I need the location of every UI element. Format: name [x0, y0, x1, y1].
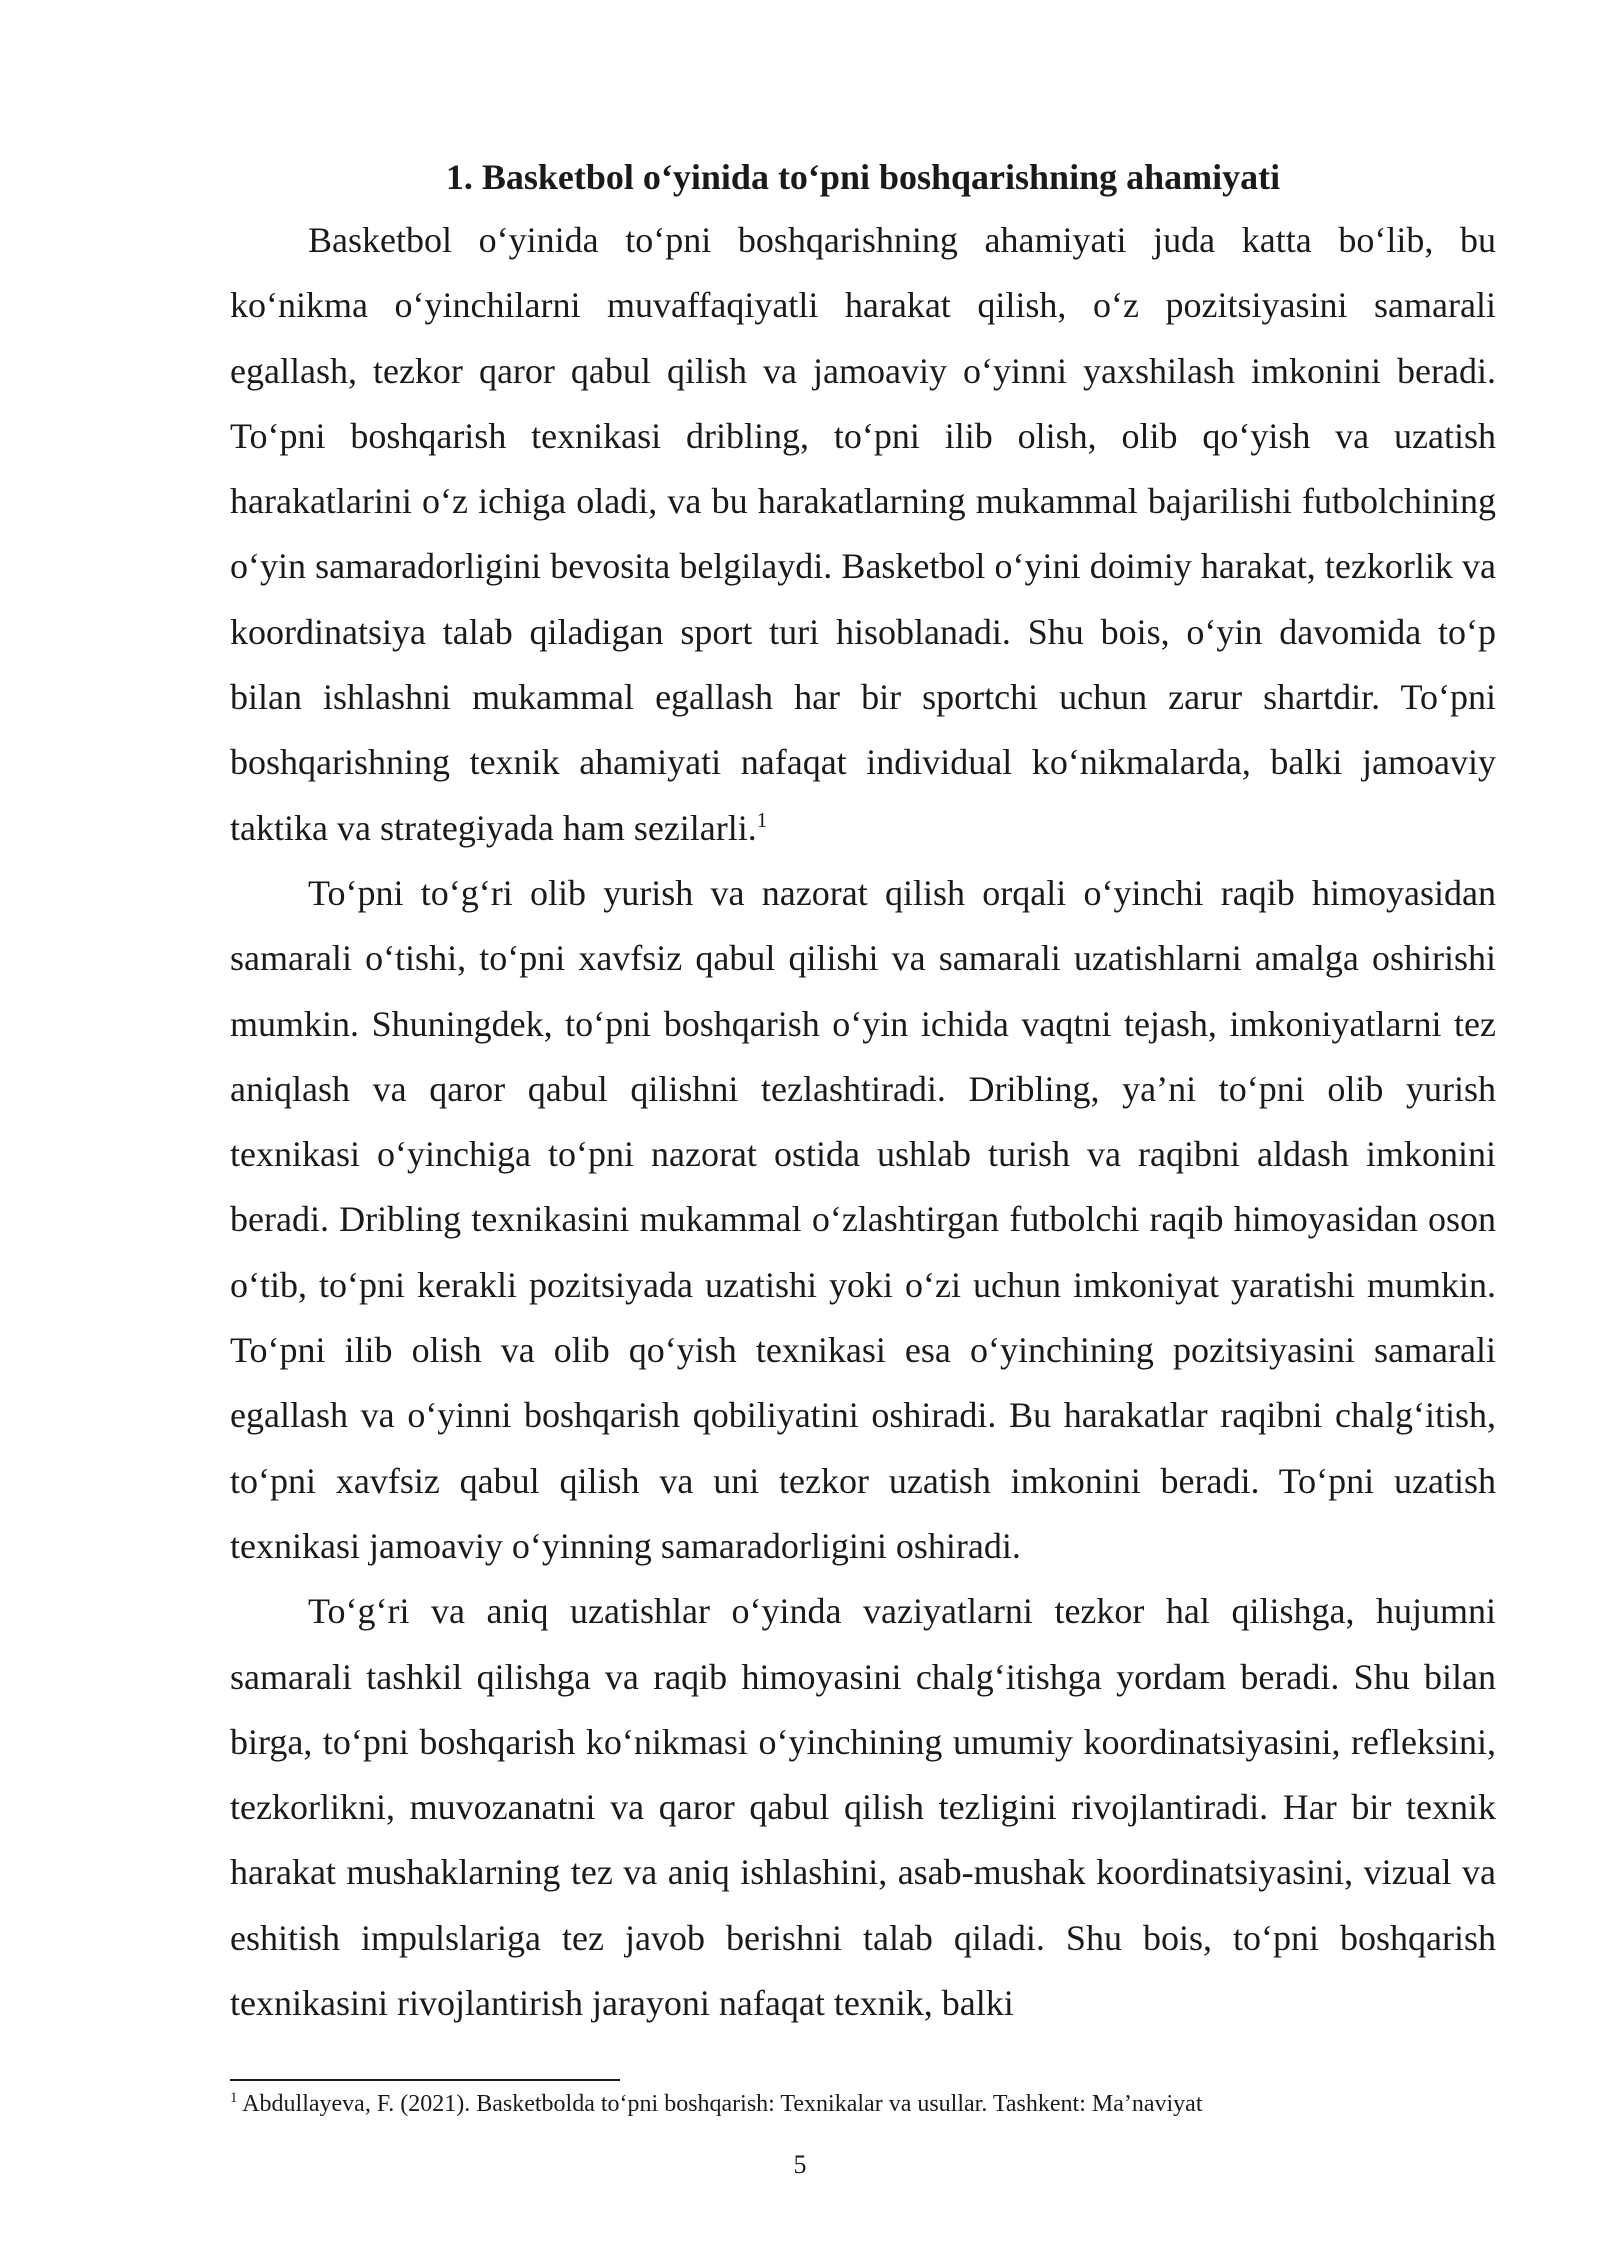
footnote-marker: 1 — [230, 2090, 238, 2106]
paragraph-text: To‘g‘ri va aniq uzatishlar o‘yinda vaziyatlarni tezkor hal qilishga, hujumni samarali tashkil qilishga va raqib himoyasini chalg‘itishga yordam beradi. Shu bilan birga, to‘pni boshqarish ko‘nikmasi o‘yinchining umumiy koordinatsiyasini, refleksini, tezkorlikni, muvozanatni va qaror qabul qilish tezligini rivojlantiradi. Har bir texnik harakat mushaklarning tez va aniq ishlashini, asab-mushak koordinatsiyasini, vizual va eshitish impulslariga tez javob berishni talab qiladi. Shu bois, to‘pni boshqarish texnikasini rivojlantirish jarayoni nafaqat texnik, balki — [230, 1591, 1496, 2024]
footnote-separator — [230, 2079, 620, 2081]
footnote — [230, 2087, 1496, 2121]
paragraph — [230, 208, 1496, 861]
footnote-text: Abdullayeva, F. (2021). Basketbolda to‘pni boshqarish: Texnikalar va usullar. Tashkent: Ma’naviyat — [242, 2091, 1203, 2117]
paragraph — [230, 861, 1496, 1579]
paragraph — [230, 1579, 1496, 2036]
body-text — [230, 208, 1496, 2036]
paragraph-text: To‘pni to‘g‘ri olib yurish va nazorat qilish orqali o‘yinchi raqib himoyasidan samarali o‘tishi, to‘pni xavfsiz qabul qilishi va samarali uzatishlarni amalga oshirishi mumkin. Shuningdek, to‘pni boshqarish o‘yin ichida vaqtni tejash, imkoniyatlarni tez aniqlash va qaror qabul qilishni tezlashtiradi. Dribling, ya’ni to‘pni olib yurish texnikasi o‘yinchiga to‘pni nazorat ostida ushlab turish va raqibni aldash imkonini beradi. Dribling texnikasini mukammal o‘zlashtirgan futbolchi raqib himoyasidan oson o‘tib, to‘pni kerakli pozitsiyada uzatishi yoki o‘zi uchun imkoniyat yaratishi mumkin. To‘pni ilib olish va olib qo‘yish texnikasi esa o‘yinchining pozitsiyasini samarali egallash va o‘yinni boshqarish qobiliyatini oshiradi. Bu harakatlar raqibni chalg‘itish, to‘pni xavfsiz qabul qilish va uni tezkor uzatish imkonini beradi. To‘pni uzatish texnikasi jamoaviy o‘yinning samaradorligini oshiradi. — [230, 872, 1496, 1566]
footnote-reference[interactable]: 1 — [756, 807, 768, 832]
page-number: 5 — [793, 2150, 807, 2179]
section-heading: 1. Basketbol o‘yinida to‘pni boshqarishning ahamiyati — [445, 157, 1281, 197]
paragraph-text: Basketbol o‘yinida to‘pni boshqarishning ahamiyati juda katta bo‘lib, bu ko‘nikma o‘yinchilarni muvaffaqiyatli harakat qilish, o‘z pozitsiyasini samarali egallash, tezkor qaror qabul qilish va jamoaviy o‘yinni yaxshilash imkonini beradi. To‘pni boshqarish texnikasi dribling, to‘pni ilib olish, olib qo‘yish va uzatish harakatlarini o‘z ichiga oladi, va bu harakatlarning mukammal bajarilishi futbolchining o‘yin samaradorligini bevosita belgilaydi. Basketbol o‘yini doimiy harakat, tezkorlik va koordinatsiya talab qiladigan sport turi hisoblanadi. Shu bois, o‘yin davomida to‘p bilan ishlashni mukammal egallash har bir sportchi uchun zarur shartdir. To‘pni boshqarishning texnik ahamiyati nafaqat individual ko‘nikmalarda, balki jamoaviy taktika va strategiyada ham sezilarli. — [230, 220, 1496, 848]
